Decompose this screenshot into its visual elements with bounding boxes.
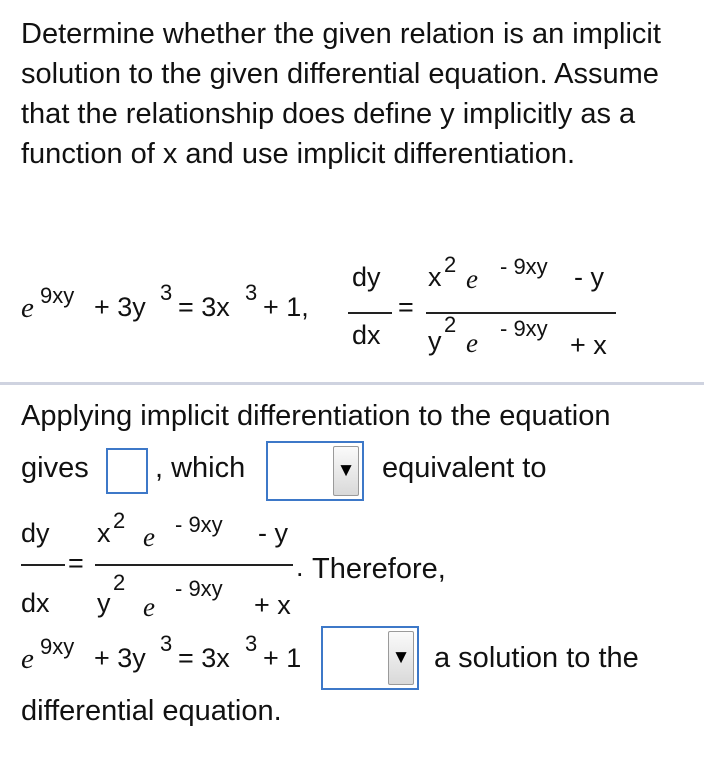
solution-label: a solution to the bbox=[434, 642, 639, 674]
section-divider bbox=[0, 382, 704, 385]
num-x: x bbox=[428, 262, 442, 292]
work-den-e: e bbox=[143, 592, 155, 622]
which-label: , which bbox=[155, 452, 246, 484]
relation-term-3x: = 3x bbox=[178, 292, 230, 322]
final-term-3x: = 3x bbox=[178, 643, 230, 673]
solution-dropdown[interactable] bbox=[321, 626, 419, 690]
final-term-3y: + 3y bbox=[94, 643, 146, 673]
num-minus-y: - y bbox=[574, 262, 604, 292]
relation-sup-3a: 3 bbox=[160, 280, 173, 305]
equals-sign: = bbox=[398, 292, 414, 322]
den-e: e bbox=[466, 328, 478, 358]
work-den-exponent: - 9xy bbox=[175, 576, 223, 601]
work-dx: dx bbox=[21, 588, 50, 618]
work-den-plus-x: + x bbox=[254, 590, 291, 620]
work-dydx-bar bbox=[21, 564, 65, 566]
work-num-sup-2: 2 bbox=[113, 508, 126, 533]
den-y: y bbox=[428, 326, 442, 356]
work-num-x: x bbox=[97, 518, 111, 548]
problem-statement: Determine whether the given relation is an implicit solution to the given differential equation. Assume that the relationship does define y implicitly as a function of x and use implicit differentiation. bbox=[21, 18, 661, 170]
relation-term-3y: + 3y bbox=[94, 292, 146, 322]
relation-plus-one: + 1, bbox=[263, 292, 309, 322]
dy-numerator: dy bbox=[352, 262, 381, 292]
den-sup-2: 2 bbox=[444, 312, 457, 337]
final-e: e bbox=[21, 643, 34, 675]
num-sup-2: 2 bbox=[444, 252, 457, 277]
work-rhs-bar bbox=[95, 564, 293, 566]
work-intro: Applying implicit differentiation to the equation bbox=[21, 400, 611, 432]
relation-e: e bbox=[21, 292, 34, 324]
derivative-answer-input[interactable] bbox=[106, 448, 148, 494]
den-exponent: - 9xy bbox=[500, 316, 548, 341]
work-den-y: y bbox=[97, 588, 111, 618]
work-period: . bbox=[296, 552, 304, 582]
final-sup-3a: 3 bbox=[160, 631, 173, 656]
work-den-sup-2: 2 bbox=[113, 570, 126, 595]
work-num-exponent: - 9xy bbox=[175, 512, 223, 537]
final-plus-one: + 1 bbox=[263, 643, 302, 673]
work-equals: = bbox=[68, 548, 84, 578]
work-num-e: e bbox=[143, 522, 155, 552]
relation-exponent: 9xy bbox=[40, 283, 75, 308]
gives-label: gives bbox=[21, 452, 89, 484]
dropdown-arrow-icon[interactable]: ▼ bbox=[333, 446, 359, 496]
den-plus-x: + x bbox=[570, 330, 607, 360]
work-dy: dy bbox=[21, 518, 50, 548]
final-label: differential equation. bbox=[21, 695, 282, 727]
final-exponent: 9xy bbox=[40, 634, 75, 659]
work-num-minus-y: - y bbox=[258, 518, 288, 548]
final-sup-3b: 3 bbox=[245, 631, 258, 656]
num-exponent: - 9xy bbox=[500, 254, 548, 279]
equivalence-dropdown[interactable] bbox=[266, 441, 364, 501]
num-e: e bbox=[466, 264, 478, 294]
equivalent-to-label: equivalent to bbox=[382, 452, 547, 484]
dx-denominator: dx bbox=[352, 320, 381, 350]
dydx-fraction-bar bbox=[348, 312, 392, 314]
dropdown-arrow-icon[interactable]: ▼ bbox=[388, 631, 414, 685]
therefore-label: Therefore, bbox=[312, 553, 446, 585]
relation-sup-3b: 3 bbox=[245, 280, 258, 305]
